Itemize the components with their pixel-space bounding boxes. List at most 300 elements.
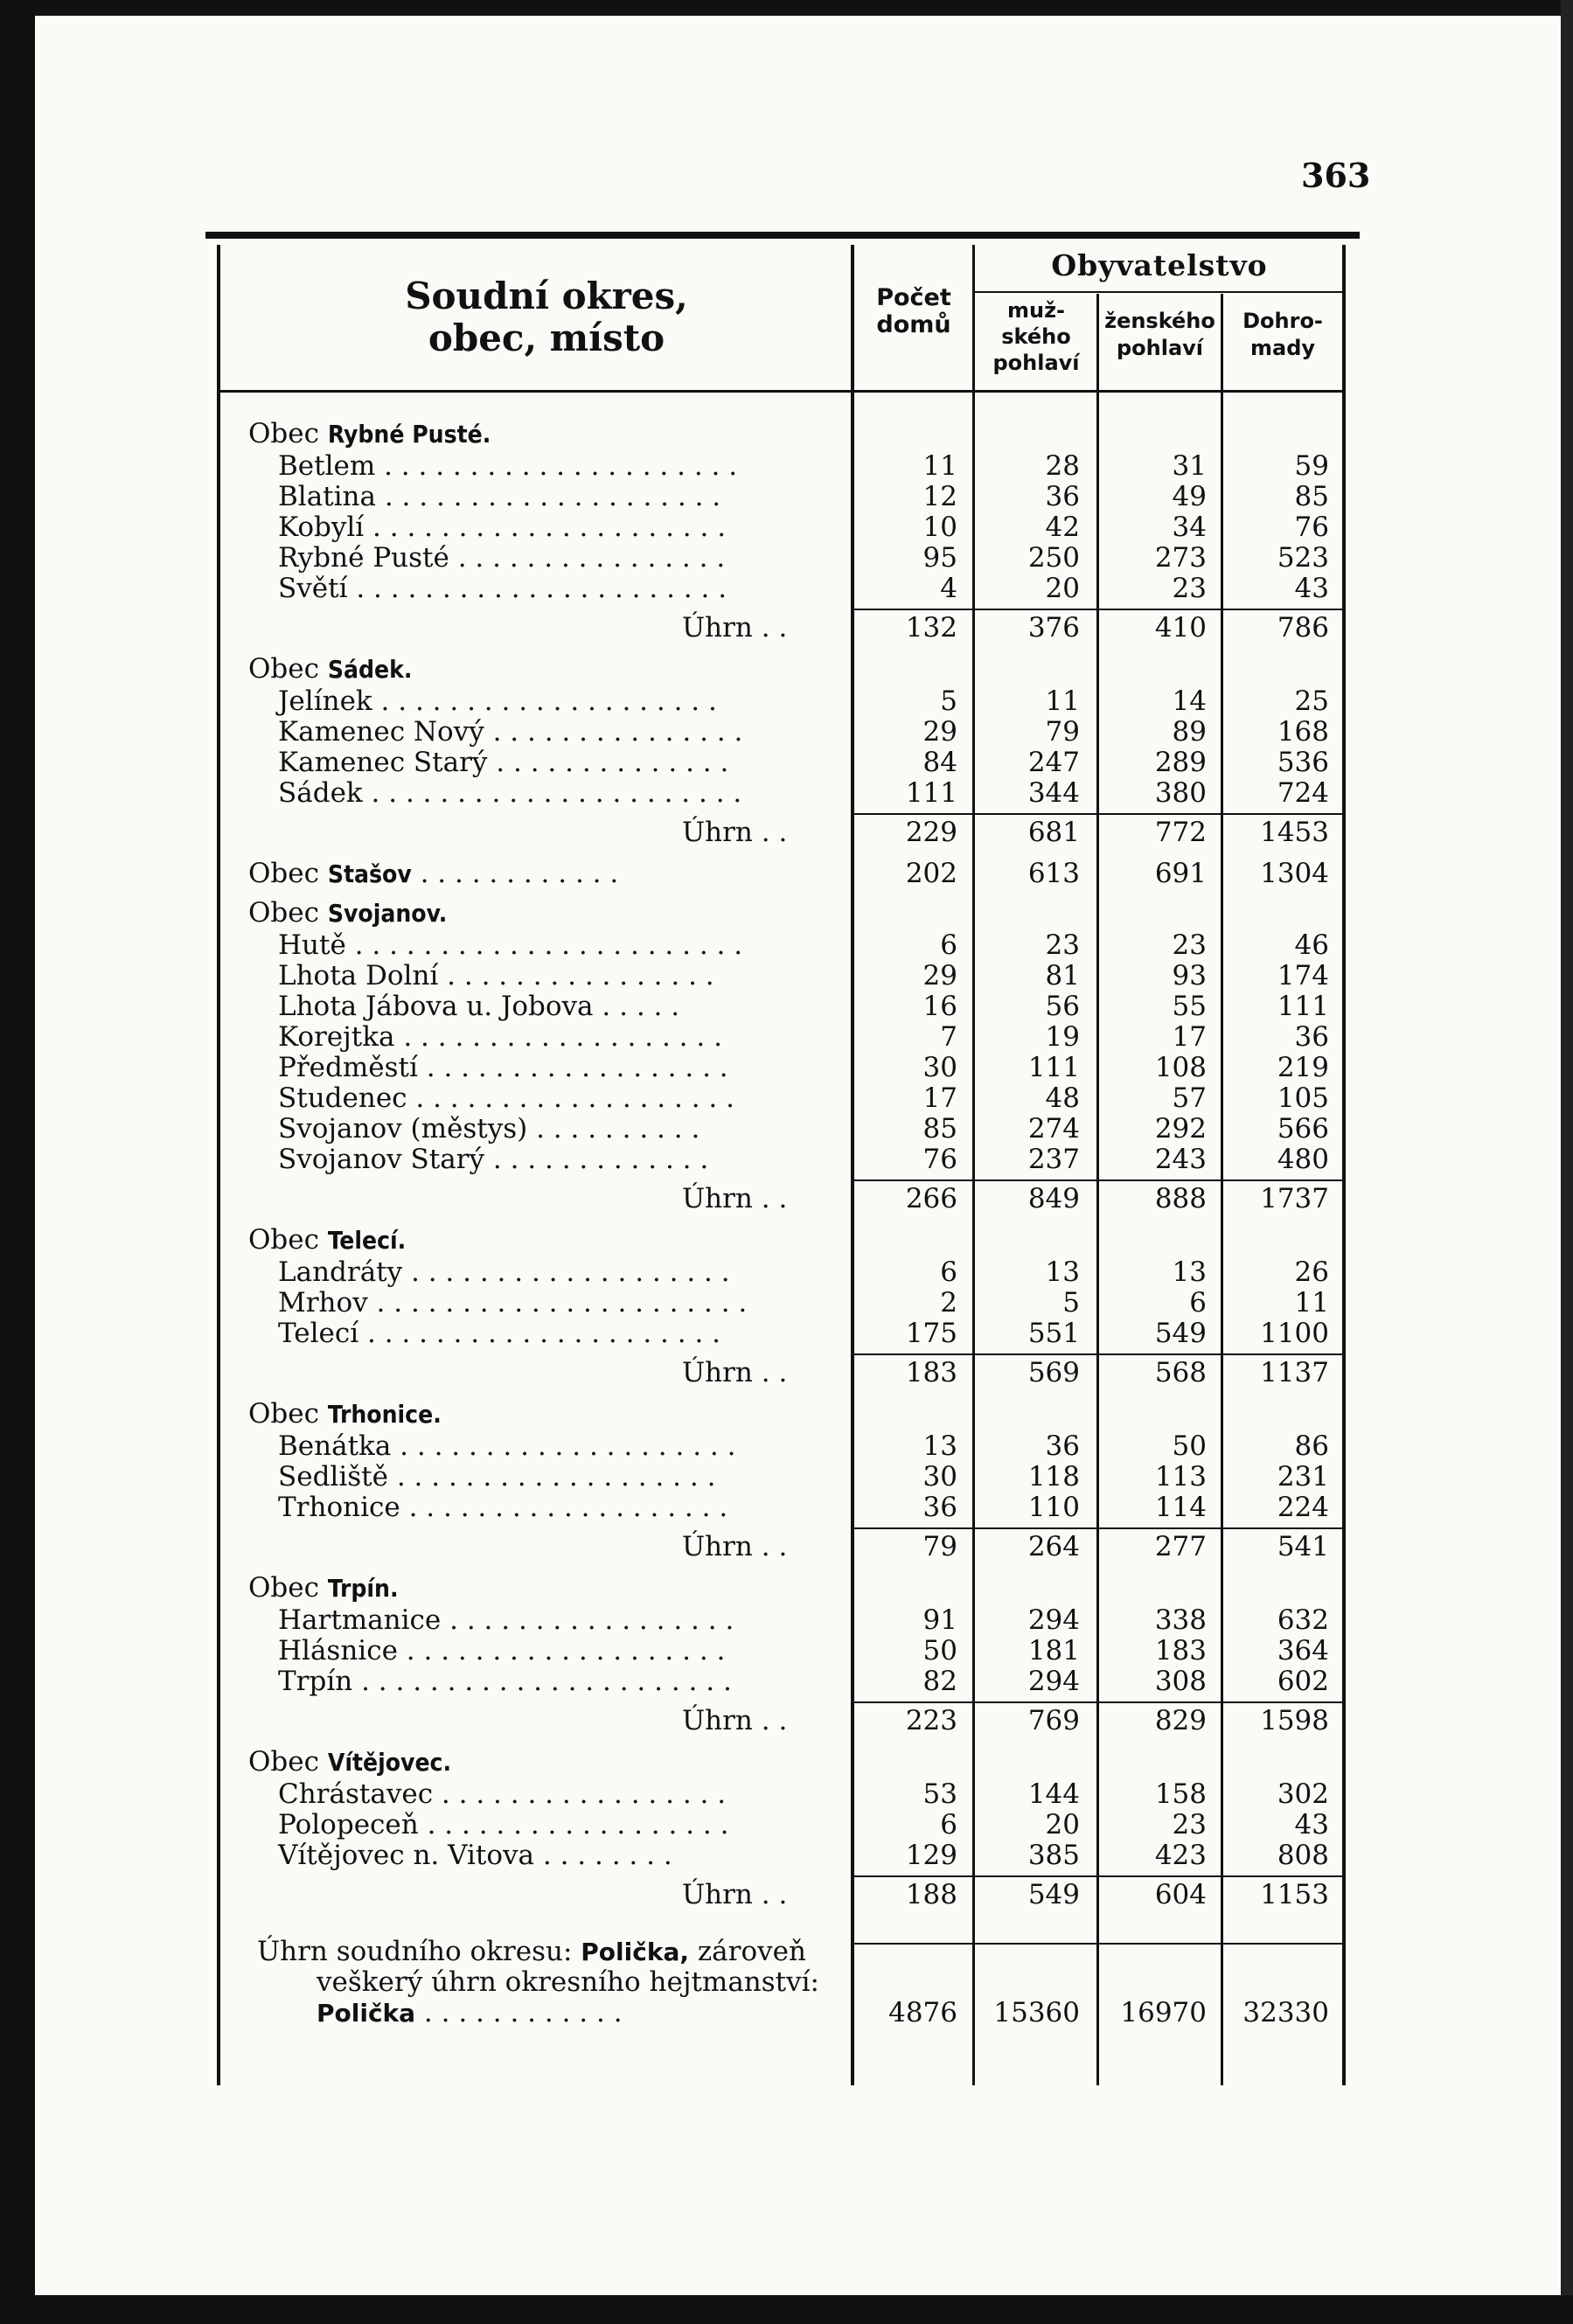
cell-houses: 4876 <box>888 1997 957 2028</box>
table-row <box>0 1461 1573 1493</box>
group-title-name: Rybné Pusté. <box>327 420 491 449</box>
cell-houses: 84 <box>922 747 957 778</box>
leader-dots: . . . . . . . . . . . . <box>411 858 619 889</box>
cell-houses: 4 <box>940 573 957 604</box>
table-row <box>0 1809 1573 1840</box>
cell-female: 308 <box>1154 1666 1207 1697</box>
place-name-text: Světí <box>278 573 348 604</box>
leader-dots: . . <box>752 612 788 644</box>
grand-total-text1 <box>257 1936 806 1968</box>
cell-male: 274 <box>1027 1113 1080 1145</box>
cell-total: 105 <box>1277 1082 1329 1114</box>
place-name-text: Jelínek <box>278 685 372 717</box>
cell-male: 36 <box>1045 1430 1080 1462</box>
group-title <box>0 1398 1573 1430</box>
sum-label <box>682 817 787 848</box>
cell-female: 50 <box>1172 1430 1207 1462</box>
cell-houses: 16 <box>922 991 957 1022</box>
cell-total: 25 <box>1294 685 1329 717</box>
cell-total: 174 <box>1277 960 1329 992</box>
group-title-prefix: Obec <box>248 1224 319 1256</box>
table-row <box>0 991 1573 1022</box>
place-name-text: Hlásnice <box>278 1635 398 1666</box>
cell-male: 28 <box>1045 450 1080 482</box>
cell-female: 31 <box>1172 450 1207 482</box>
cell-total: 1737 <box>1260 1183 1329 1214</box>
leader-dots: . . . . . . . . . . . . . . <box>487 747 729 778</box>
place-name-text: Svojanov Starý <box>278 1144 485 1175</box>
cell-total: 724 <box>1277 777 1329 809</box>
place-name <box>278 1082 734 1114</box>
group-title-name: Sádek. <box>327 655 413 684</box>
cell-female: 289 <box>1154 747 1207 778</box>
cell-total: 32330 <box>1242 1997 1329 2028</box>
place-name <box>278 450 737 482</box>
leader-dots: . . . . . . . . . . . . . . . . . . . . . <box>358 1318 721 1349</box>
cell-male: 294 <box>1027 1666 1080 1697</box>
table-row <box>0 1492 1573 1523</box>
cell-total: 786 <box>1277 612 1329 644</box>
place-name <box>278 1318 720 1349</box>
cell-female: 16970 <box>1120 1997 1207 2028</box>
leader-dots: . . . . . . . . . . . . . . . . . . . <box>407 1082 734 1114</box>
cell-houses: 175 <box>905 1318 957 1349</box>
cell-male: 769 <box>1027 1705 1080 1736</box>
place-name <box>278 1256 730 1288</box>
cell-male: 111 <box>1027 1052 1080 1083</box>
sum-label <box>682 1357 787 1388</box>
cell-female: 338 <box>1154 1604 1207 1636</box>
place-name-text: Kamenec Starý <box>278 747 488 778</box>
leader-dots: . . . . . . . . . . . . . . . . <box>438 960 714 992</box>
cell-male: 56 <box>1045 991 1080 1022</box>
place-name <box>278 1604 734 1636</box>
table-row <box>0 481 1573 512</box>
place-name <box>278 1461 715 1493</box>
sum-rule <box>854 1527 1342 1529</box>
cell-houses: 7 <box>940 1021 957 1053</box>
cell-total: 231 <box>1277 1461 1329 1493</box>
header-total-line2: mady <box>1249 336 1316 361</box>
cell-female: 158 <box>1154 1778 1207 1810</box>
leader-dots: . . . . . . . . . . . . . . . . . <box>441 1604 734 1636</box>
cell-houses: 30 <box>922 1052 957 1083</box>
cell-female: 113 <box>1154 1461 1207 1493</box>
group-title-label <box>248 653 412 685</box>
cell-total: 1153 <box>1260 1879 1329 1910</box>
cell-houses: 223 <box>905 1705 957 1736</box>
leader-dots: . . . . . . . . . . . . . . . <box>484 716 743 748</box>
sum-label-text: Úhrn <box>682 817 753 848</box>
cell-female: 380 <box>1154 777 1207 809</box>
place-name <box>278 511 726 543</box>
place-name-text: Hutě <box>278 929 346 961</box>
place-name-text: Korejtka <box>278 1021 395 1053</box>
place-name-text: Kamenec Nový <box>278 716 484 748</box>
cell-male: 250 <box>1027 542 1080 574</box>
cell-total: 46 <box>1294 929 1329 961</box>
cell-male: 569 <box>1027 1357 1080 1388</box>
sum-row <box>0 612 1573 644</box>
cell-total: 536 <box>1277 747 1329 778</box>
place-name <box>278 1666 732 1697</box>
cell-female: 57 <box>1172 1082 1207 1114</box>
cell-female: 292 <box>1154 1113 1207 1145</box>
leader-dots: . . . . . . . . . . . . . . . . . . . <box>400 1492 728 1523</box>
place-name <box>278 1430 735 1462</box>
group-title-label <box>248 1224 406 1256</box>
grand-total-prefix: Úhrn soudního okresu: <box>257 1936 573 1967</box>
cell-houses: 111 <box>905 777 957 809</box>
leader-dots: . . . . . . . . . . <box>527 1113 700 1145</box>
group-title-label <box>248 1572 399 1604</box>
place-name <box>278 481 720 512</box>
place-name-text: Betlem <box>278 450 376 482</box>
cell-houses: 6 <box>940 1809 957 1840</box>
table-row <box>0 1318 1573 1349</box>
sum-label-text: Úhrn <box>682 1705 753 1736</box>
group-title-prefix: Obec <box>248 897 319 929</box>
leader-dots: . . . . . . . . . . . . . . . . . . . . . . <box>362 777 742 809</box>
cell-male: 551 <box>1027 1318 1080 1349</box>
cell-female: 89 <box>1172 716 1207 748</box>
place-name <box>278 1021 722 1053</box>
header-male-line1: muž- <box>1006 298 1066 323</box>
sum-row <box>0 1183 1573 1214</box>
cell-female: 49 <box>1172 481 1207 512</box>
leader-dots: . . . . . . . . . . . . . . . . . . . <box>397 1635 726 1666</box>
place-name <box>278 1144 708 1175</box>
place-name <box>278 1287 747 1319</box>
group-title-name: Telecí. <box>327 1226 407 1255</box>
cell-female: 23 <box>1172 1809 1207 1840</box>
cell-total: 1453 <box>1260 817 1329 848</box>
place-name-text: Svojanov (městys) <box>278 1113 528 1145</box>
cell-houses: 82 <box>922 1666 957 1697</box>
table-row <box>0 1604 1573 1636</box>
place-name-text: Lhota Dolní <box>278 960 439 992</box>
header-male-line3: pohlaví <box>992 351 1080 375</box>
sum-rule <box>854 1353 1342 1355</box>
place-name <box>278 1492 727 1523</box>
table-row <box>0 1778 1573 1810</box>
cell-female: 14 <box>1172 685 1207 717</box>
cell-male: 5 <box>1062 1287 1080 1319</box>
group-title <box>0 418 1573 449</box>
cell-total: 43 <box>1294 1809 1329 1840</box>
place-name-text: Sedliště <box>278 1461 388 1493</box>
cell-houses: 53 <box>922 1778 957 1810</box>
leader-dots: . . . . . . . . . . . . . . . . . . . . . . <box>352 1666 732 1697</box>
grand-total-suffix: zároveň <box>697 1936 806 1967</box>
cell-male: 19 <box>1045 1021 1080 1053</box>
table-row <box>0 450 1573 482</box>
sum-rule <box>854 609 1342 610</box>
cell-houses: 76 <box>922 1144 957 1175</box>
sum-row <box>0 1705 1573 1736</box>
leader-dots: . . <box>752 1705 788 1736</box>
cell-male: 20 <box>1045 1809 1080 1840</box>
cell-male: 264 <box>1027 1531 1080 1562</box>
group-title <box>0 858 1573 889</box>
sum-label-text: Úhrn <box>682 1183 753 1214</box>
cell-houses: 12 <box>922 481 957 512</box>
table-row <box>0 542 1573 574</box>
group-title-name: Stašov <box>327 859 412 888</box>
place-name-text: Sádek <box>278 777 363 809</box>
sum-rule <box>854 1179 1342 1181</box>
cell-female: 183 <box>1154 1635 1207 1666</box>
sum-label <box>682 1705 787 1736</box>
cell-houses: 30 <box>922 1461 957 1493</box>
cell-female: 604 <box>1154 1879 1207 1910</box>
place-name-text: Telecí <box>278 1318 359 1349</box>
cell-female: 277 <box>1154 1531 1207 1562</box>
place-name-text: Mrhov <box>278 1287 368 1319</box>
cell-female: 829 <box>1154 1705 1207 1736</box>
cell-total: 26 <box>1294 1256 1329 1288</box>
cell-houses: 29 <box>922 716 957 748</box>
cell-male: 247 <box>1027 747 1080 778</box>
place-name <box>278 1113 699 1145</box>
place-name <box>278 573 727 604</box>
group-title-name: Vítějovec. <box>327 1748 452 1777</box>
cell-female: 55 <box>1172 991 1207 1022</box>
grand-total-line2 <box>0 1966 1573 1998</box>
cell-houses: 36 <box>922 1492 957 1523</box>
grand-total-polička: Polička <box>317 1999 416 2028</box>
group-title <box>0 1572 1573 1604</box>
place-name-text: Polopeceň <box>278 1809 419 1840</box>
cell-male: 48 <box>1045 1082 1080 1114</box>
table-row <box>0 1840 1573 1871</box>
place-name-text: Vítějovec n. Vitova <box>278 1840 535 1871</box>
group-title-label <box>248 418 491 450</box>
place-name-text: Landráty <box>278 1256 403 1288</box>
header-place-line2: obec, místo <box>428 317 665 360</box>
cell-houses: 266 <box>905 1183 957 1214</box>
cell-total: 224 <box>1277 1492 1329 1523</box>
sum-row <box>0 1531 1573 1562</box>
cell-houses: 132 <box>905 612 957 644</box>
cell-female: 568 <box>1154 1357 1207 1388</box>
cell-total: 1304 <box>1260 858 1329 889</box>
cell-houses: 229 <box>905 817 957 848</box>
leader-dots: . . <box>752 1531 788 1562</box>
grand-total-rule <box>854 1943 1342 1945</box>
sum-label <box>682 612 787 644</box>
grand-total-district: Polička, <box>581 1938 689 1966</box>
place-name-text: Lhota Jábova u. Jobova <box>278 991 594 1022</box>
cell-total: 632 <box>1277 1604 1329 1636</box>
table-row <box>0 1052 1573 1083</box>
table-row <box>0 1021 1573 1053</box>
cell-houses: 13 <box>922 1430 957 1462</box>
grand-total-text3 <box>317 1997 623 2029</box>
grand-total-line3 <box>0 1997 1573 2028</box>
cell-male: 42 <box>1045 511 1080 543</box>
cell-houses: 6 <box>940 1256 957 1288</box>
header-total-line1: Dohro- <box>1242 309 1323 333</box>
table-row <box>0 1430 1573 1462</box>
sum-rule <box>854 813 1342 815</box>
leader-dots: . . . . . . . . . . . . . . . . . . . <box>402 1256 730 1288</box>
cell-male: 79 <box>1045 716 1080 748</box>
cell-total: 76 <box>1294 511 1329 543</box>
group-title-prefix: Obec <box>248 1746 319 1778</box>
place-name <box>278 685 717 717</box>
cell-total: 566 <box>1277 1113 1329 1145</box>
place-name <box>278 1052 728 1083</box>
group-title-name: Trpín. <box>327 1574 399 1603</box>
sum-label-text: Úhrn <box>682 1357 753 1388</box>
header-female-line2: pohlaví <box>1116 336 1204 361</box>
cell-female: 93 <box>1172 960 1207 992</box>
place-name <box>278 1809 728 1840</box>
group-title-label <box>248 897 447 929</box>
cell-total: 43 <box>1294 573 1329 604</box>
place-name <box>278 1778 726 1810</box>
cell-female: 13 <box>1172 1256 1207 1288</box>
cell-total: 59 <box>1294 450 1329 482</box>
sum-label <box>682 1183 787 1214</box>
cell-male: 681 <box>1027 817 1080 848</box>
cell-male: 144 <box>1027 1778 1080 1810</box>
cell-female: 423 <box>1154 1840 1207 1871</box>
leader-dots: . . . . . . . . . . . . . . . . . . . . . <box>364 511 727 543</box>
table-row <box>0 685 1573 717</box>
leader-dots: . . . . . . . . . . . . . . . . . . . . <box>372 685 717 717</box>
group-title-label <box>248 1746 451 1778</box>
cell-male: 15360 <box>993 1997 1080 2028</box>
header-male-line2: ského <box>1001 324 1071 349</box>
place-name <box>278 1635 725 1666</box>
cell-total: 1137 <box>1260 1357 1329 1388</box>
sum-row <box>0 1879 1573 1910</box>
cell-houses: 95 <box>922 542 957 574</box>
header-houses-line1: Počet <box>876 284 951 311</box>
cell-female: 6 <box>1189 1287 1207 1319</box>
table-row <box>0 1113 1573 1145</box>
cell-male: 376 <box>1027 612 1080 644</box>
cell-total: 602 <box>1277 1666 1329 1697</box>
place-name-text: Předměstí <box>278 1052 418 1083</box>
cell-total: 111 <box>1277 991 1329 1022</box>
cell-total: 1598 <box>1260 1705 1329 1736</box>
leader-dots: . . <box>752 817 788 848</box>
table-row <box>0 1144 1573 1175</box>
cell-total: 168 <box>1277 716 1329 748</box>
table-row <box>0 747 1573 778</box>
place-name-text: Kobylí <box>278 511 365 543</box>
table-row <box>0 777 1573 809</box>
table-row <box>0 1635 1573 1666</box>
cell-female: 23 <box>1172 573 1207 604</box>
cell-total: 85 <box>1294 481 1329 512</box>
cell-houses: 85 <box>922 1113 957 1145</box>
cell-male: 36 <box>1045 481 1080 512</box>
cell-female: 549 <box>1154 1318 1207 1349</box>
leader-dots: . . . . . . . . . . . . . . . . . . . <box>394 1021 722 1053</box>
leader-dots: . . <box>752 1183 788 1214</box>
grand-total-line1 <box>0 1936 1573 1967</box>
group-title-name: Svojanov. <box>327 899 448 928</box>
cell-male: 118 <box>1027 1461 1080 1493</box>
place-name-text: Blatina <box>278 481 376 512</box>
place-name <box>278 960 714 992</box>
place-name <box>278 1840 672 1871</box>
cell-female: 273 <box>1154 542 1207 574</box>
group-title-label <box>248 858 618 890</box>
cell-male: 237 <box>1027 1144 1080 1175</box>
group-title <box>0 897 1573 929</box>
group-title <box>0 1746 1573 1778</box>
place-name-text: Trhonice <box>278 1492 400 1523</box>
table-row <box>0 511 1573 543</box>
header-female-line1: ženského <box>1104 309 1215 333</box>
leader-dots: . . . . . . . . . . . . . <box>484 1144 709 1175</box>
sum-row <box>0 817 1573 848</box>
grand-total-text2: veškerý úhrn okresního hejtmanství: <box>317 1966 819 1998</box>
header-houses-line2: domů <box>876 311 951 339</box>
cell-male: 20 <box>1045 573 1080 604</box>
cell-houses: 17 <box>922 1082 957 1114</box>
group-title <box>0 1224 1573 1256</box>
sum-rule <box>854 1701 1342 1703</box>
leader-dots: . . . . . . . . . . . . . . . . . . . <box>387 1461 716 1493</box>
cell-female: 23 <box>1172 929 1207 961</box>
cell-houses: 2 <box>940 1287 957 1319</box>
cell-male: 13 <box>1045 1256 1080 1288</box>
leader-dots: . . . . . . . . . . . . . . . . <box>449 542 726 574</box>
cell-female: 108 <box>1154 1052 1207 1083</box>
sum-label-text: Úhrn <box>682 1531 753 1562</box>
group-title-prefix: Obec <box>248 858 319 889</box>
leader-dots: . . . . . <box>593 991 680 1022</box>
cell-total: 11 <box>1294 1287 1329 1319</box>
cell-male: 181 <box>1027 1635 1080 1666</box>
sum-row <box>0 1357 1573 1388</box>
cell-houses: 10 <box>922 511 957 543</box>
table-row <box>0 573 1573 604</box>
cell-total: 480 <box>1277 1144 1329 1175</box>
leader-dots: . . . . . . . . . . . . . . . . . . . . <box>391 1430 736 1462</box>
table-row <box>0 1256 1573 1288</box>
cell-total: 364 <box>1277 1635 1329 1666</box>
cell-male: 11 <box>1045 685 1080 717</box>
group-title-name: Trhonice. <box>327 1400 442 1429</box>
cell-total: 86 <box>1294 1430 1329 1462</box>
place-name <box>278 991 679 1022</box>
cell-female: 114 <box>1154 1492 1207 1523</box>
cell-total: 36 <box>1294 1021 1329 1053</box>
cell-total: 523 <box>1277 542 1329 574</box>
cell-total: 541 <box>1277 1531 1329 1562</box>
leader-dots: . . . . . . . . . . . . . . . . . . <box>418 1809 729 1840</box>
cell-female: 17 <box>1172 1021 1207 1053</box>
cell-total: 1100 <box>1260 1318 1329 1349</box>
leader-dots: . . <box>752 1357 788 1388</box>
cell-total: 219 <box>1277 1052 1329 1083</box>
header-population: Obyvatelstvo <box>1051 248 1268 282</box>
place-name-text: Benátka <box>278 1430 392 1462</box>
leader-dots: . . . . . . . . . . . . . . . . . . . . . . . <box>345 929 743 961</box>
cell-male: 110 <box>1027 1492 1080 1523</box>
header-place-line1: Soudní okres, <box>405 275 688 317</box>
group-title-prefix: Obec <box>248 1572 319 1604</box>
cell-houses: 11 <box>922 450 957 482</box>
leader-dots: . . . . . . . . . . . . . . . . . . . . . . <box>367 1287 748 1319</box>
